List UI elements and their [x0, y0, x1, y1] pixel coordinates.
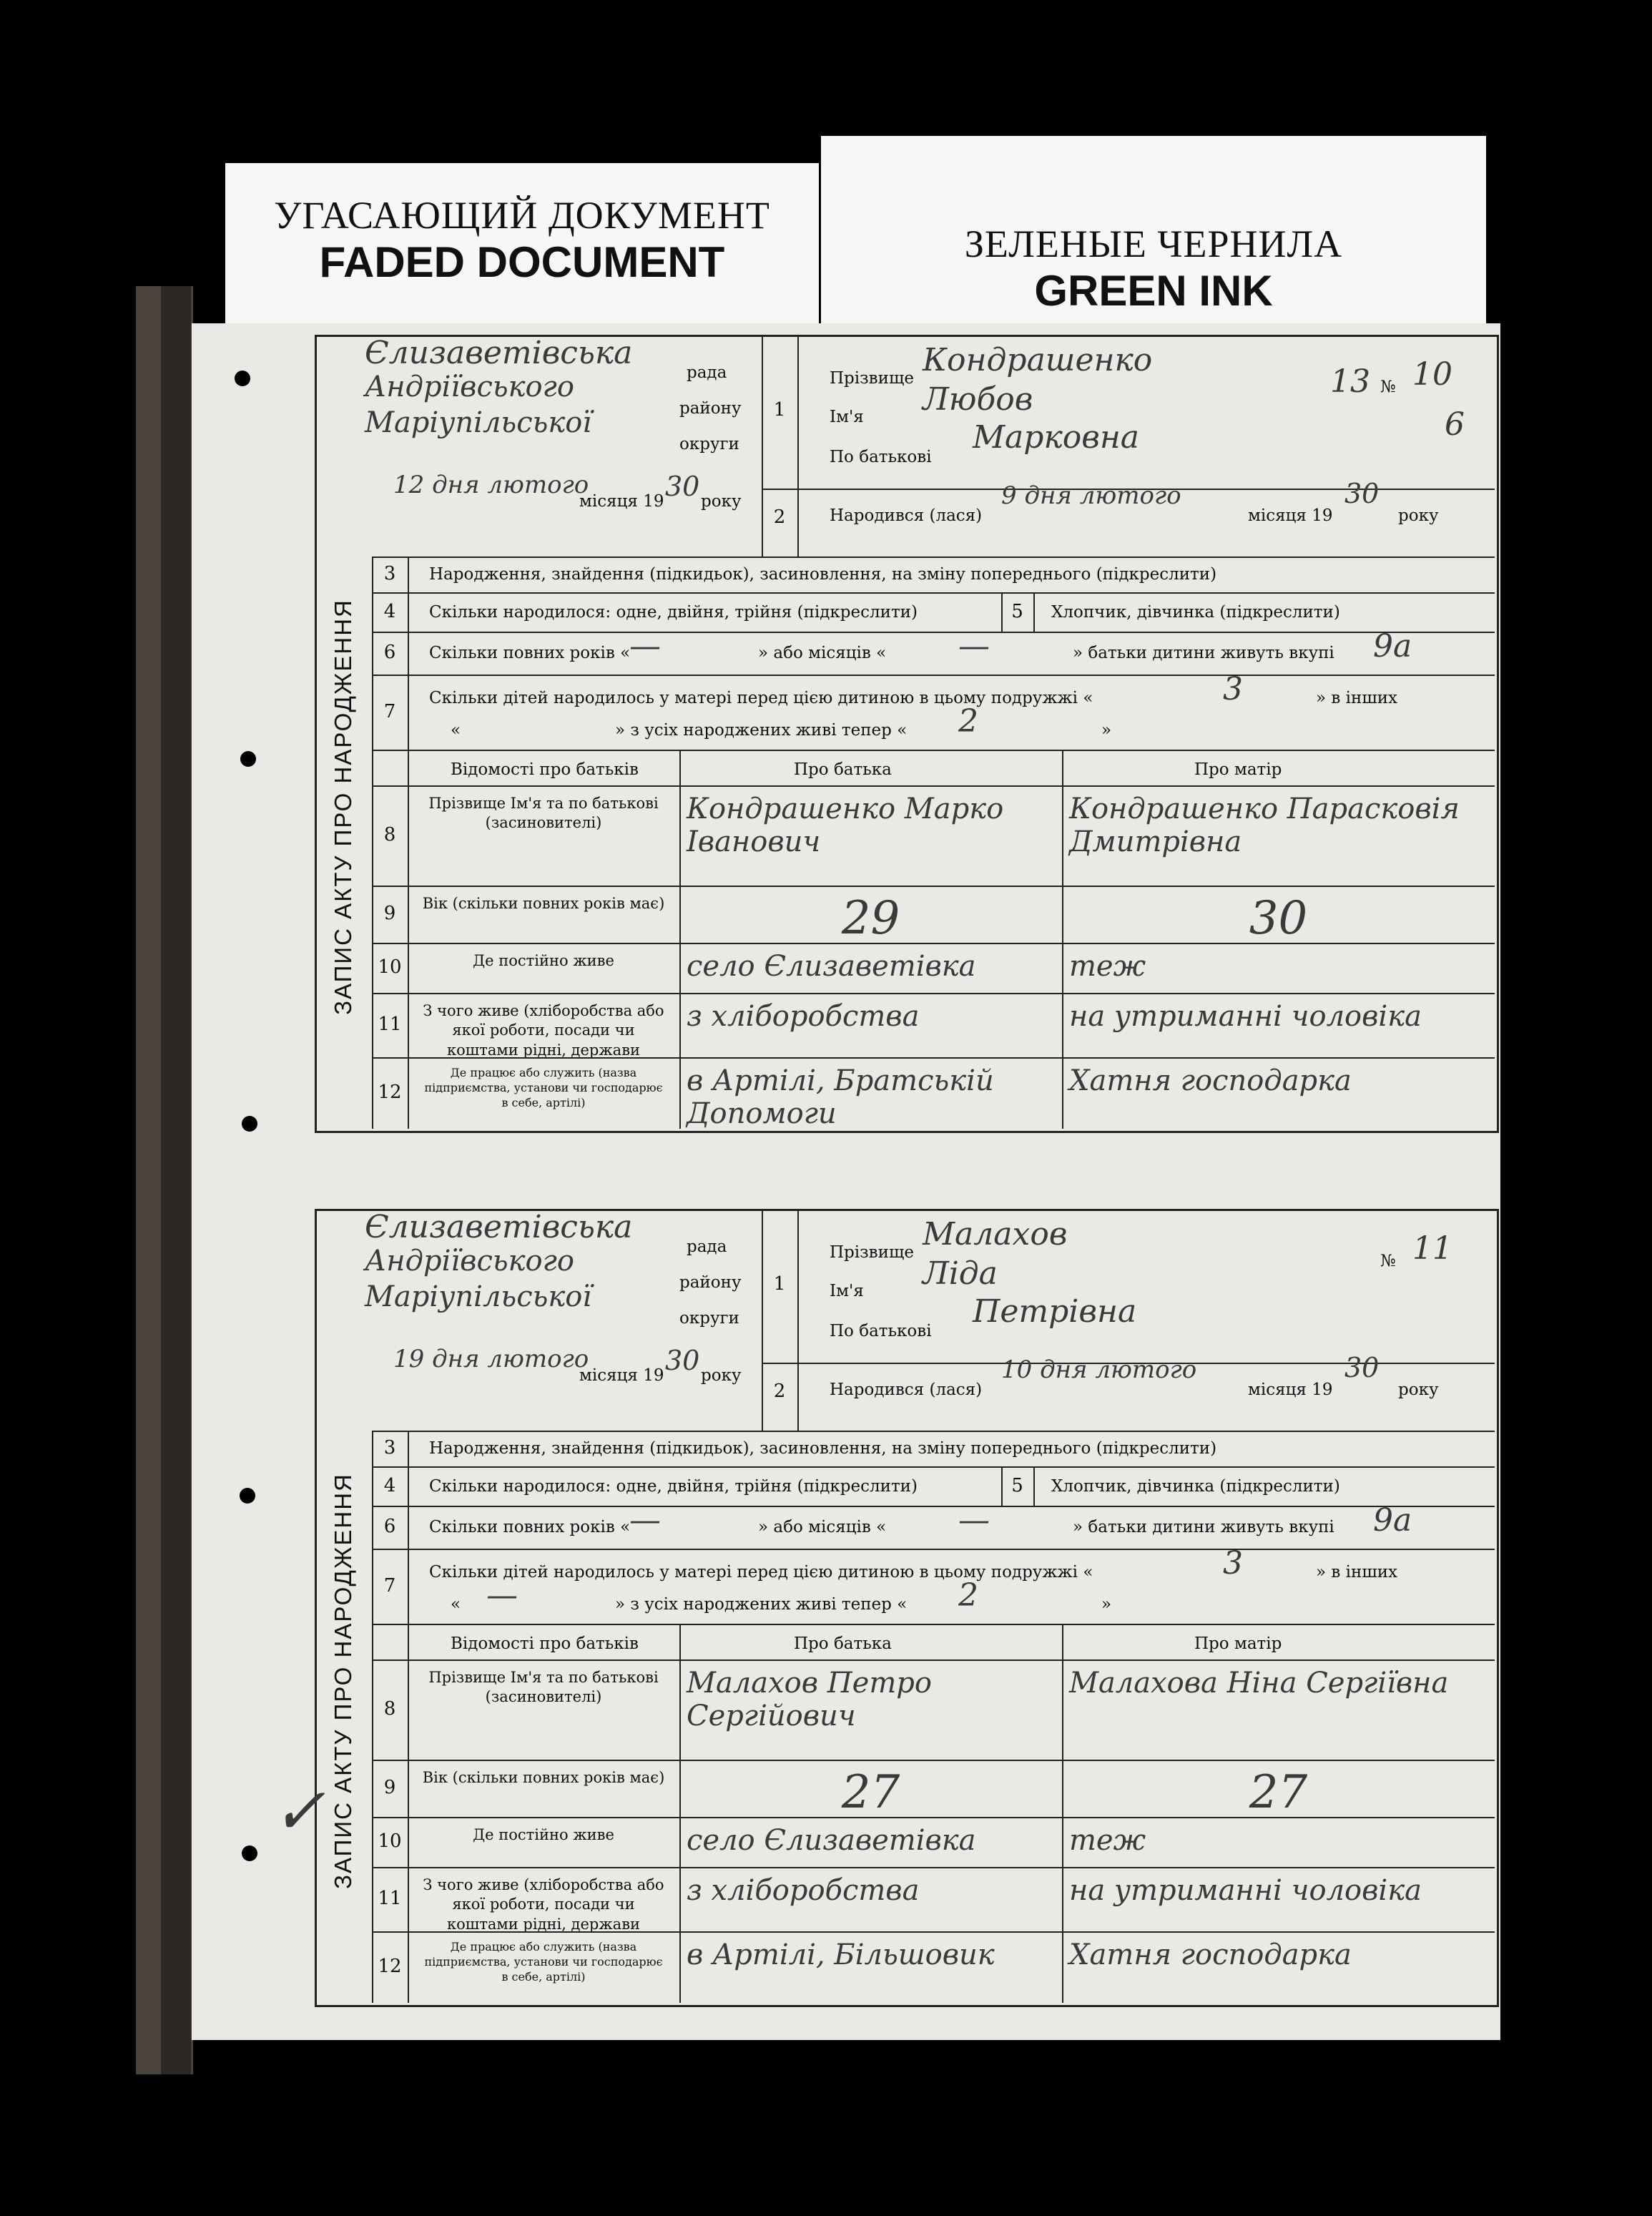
row-divider: [372, 675, 1495, 676]
name-label: Ім'я: [830, 408, 864, 426]
row-number: 1: [773, 1273, 786, 1295]
father-value: з хліборобства: [687, 1000, 920, 1033]
row-divider: [372, 1867, 1495, 1868]
born-year-value: 30: [1344, 1352, 1380, 1383]
green-label-ru: ЗЕЛЕНЫЕ ЧЕРНИЛА: [964, 222, 1343, 265]
father-value: село Єлизаветівка: [687, 1824, 976, 1857]
record-vertical-title: [315, 1381, 372, 1981]
mother-value: на утриманні чоловіка: [1069, 1874, 1422, 1907]
father-value: з хліборобства: [687, 1874, 920, 1907]
patronymic-value: Петрівна: [973, 1293, 1137, 1330]
row7-before-label: Скільки дітей народилось у матері перед цією дитиною в цьому подружжі «: [429, 689, 1093, 707]
parent-row-label: З чого живе (хліборобства або якої роботи, посади чи коштами рідні, держави: [423, 1876, 664, 1933]
row-number: 12: [378, 1082, 402, 1103]
faded-document-label: [225, 163, 819, 342]
raion-value: Андріївського: [365, 371, 574, 403]
faded-label-en: FADED DOCUMENT: [319, 238, 725, 286]
name-value: Любов: [923, 381, 1033, 418]
father-value: Кондрашенко Марко Іванович: [687, 793, 1004, 858]
faded-label-ru: УГАСАЮЩИЙ ДОКУМЕНТ: [274, 194, 770, 237]
parent-row-label: Прізвище Ім'я та по батькові (засиновителі): [428, 1669, 659, 1706]
punch-hole: [235, 371, 250, 386]
row-number: 7: [383, 1574, 396, 1597]
row-number: 5: [1011, 601, 1023, 622]
row-divider: [372, 1549, 1495, 1550]
parents-header: Відомості про батьків: [451, 760, 639, 779]
born-month-label: місяця 19: [1248, 1381, 1333, 1399]
born-year-label: року: [1398, 1381, 1439, 1399]
mother-value: Хатня господарка: [1069, 1064, 1352, 1097]
column-divider: [1033, 592, 1035, 632]
row-number: 4: [383, 600, 396, 622]
column-divider: [679, 1624, 681, 2003]
row-divider: [372, 592, 1495, 594]
column-divider: [1062, 1624, 1063, 2003]
born-year-value: 30: [1344, 478, 1380, 509]
together-note: 9а: [1373, 628, 1412, 665]
raion-label: району: [679, 1273, 742, 1292]
patronymic-label: По батькові: [830, 1322, 932, 1340]
mother-value: 30: [1249, 892, 1308, 945]
years-together-value: —: [629, 1502, 661, 1539]
row-number: 6: [383, 1516, 396, 1537]
name-value: Ліда: [923, 1255, 998, 1292]
row-divider: [372, 943, 1495, 944]
children-alive-value: 2: [958, 1577, 978, 1614]
parents-header: Відомості про батьків: [451, 1634, 639, 1653]
column-divider: [1033, 1466, 1035, 1506]
column-divider: [408, 1431, 409, 2003]
name-label: Ім'я: [830, 1282, 864, 1300]
row7-alive-label: » з усіх народжених живі тепер «: [615, 721, 908, 740]
record-vertical-title: [315, 506, 372, 1107]
surname-label: Прізвище: [830, 369, 914, 388]
mother-value: на утриманні чоловіка: [1069, 1000, 1422, 1033]
parent-row-label: З чого живе (хліборобства або якої роботи, посади чи коштами рідні, держави: [423, 1002, 664, 1059]
okruha-value: Маріупільської: [365, 1280, 592, 1313]
row-number: 3: [383, 563, 396, 584]
punch-hole: [240, 751, 256, 767]
father-header: Про батька: [794, 1634, 892, 1653]
row4-text: Скільки народилося: одне, двійня, трійня (підкреслити): [429, 603, 918, 622]
raion-value: Андріївського: [365, 1245, 574, 1278]
okruha-label: округи: [679, 435, 739, 454]
row-number: 10: [378, 956, 402, 978]
patronymic-label: По батькові: [830, 448, 932, 466]
row5-text: Хлопчик, дівчинка (підкреслити): [1051, 1477, 1340, 1496]
rada-value: Єлизаветівська: [365, 335, 633, 371]
row-divider: [372, 993, 1495, 994]
green-label-en: GREEN INK: [1034, 267, 1273, 315]
row-number: 1: [773, 399, 786, 421]
rada-label: рада: [687, 1237, 727, 1256]
mother-value: Малахова Ніна Сергіївна: [1069, 1667, 1449, 1700]
record-date-value: 19 дня лютого: [393, 1345, 589, 1373]
row-number: 10: [378, 1830, 402, 1852]
row3-text: Народження, знайдення (підкидьок), засиновлення, на зміну попереднього (підкреслити): [429, 1439, 1217, 1458]
column-divider: [408, 557, 409, 1129]
surname-value: Кондрашенко: [923, 342, 1153, 378]
row-number: 4: [383, 1474, 396, 1496]
row-number: 2: [773, 506, 786, 528]
row-divider: [372, 1466, 1495, 1468]
children-before-value: 3: [1223, 671, 1243, 707]
born-month-label: місяця 19: [1248, 506, 1333, 525]
rada-label: рада: [687, 363, 727, 382]
born-label: Народився (лася): [830, 1381, 983, 1399]
born-value: 10 дня лютого: [1001, 1355, 1197, 1384]
row-divider: [372, 1506, 1495, 1507]
punch-hole: [240, 1488, 255, 1504]
row7-alive-label: » з усіх народжених живі тепер «: [615, 1595, 908, 1614]
column-divider: [797, 335, 799, 557]
column-divider: [797, 1209, 799, 1431]
row7-close-quote: »: [1101, 1595, 1112, 1614]
punch-hole: [242, 1116, 257, 1132]
raion-label: району: [679, 399, 742, 418]
row-number: 6: [383, 642, 396, 663]
father-value: 27: [841, 1766, 900, 1819]
born-value: 9 дня лютого: [1001, 481, 1181, 510]
row7-close-quote: »: [1101, 721, 1112, 740]
row-number: 3: [383, 1437, 396, 1458]
mother-value: теж: [1069, 950, 1146, 983]
okruha-value: Маріупільської: [365, 406, 592, 439]
record-title-text: ЗАПИС АКТУ ПРО НАРОДЖЕННЯ: [330, 1473, 356, 1889]
book-spine: [161, 286, 191, 2074]
year-label: року: [701, 1366, 742, 1385]
father-header: Про батька: [794, 760, 892, 779]
row6-years-label: Скільки повних років «: [429, 1518, 631, 1536]
row-number: 11: [378, 1888, 402, 1909]
row-number: 12: [378, 1956, 402, 1977]
row3-text: Народження, знайдення (підкидьок), засиновлення, на зміну попереднього (підкреслити): [429, 565, 1217, 584]
row-number: 8: [383, 1698, 396, 1720]
month-label: місяця 19: [579, 492, 664, 511]
father-value: Малахов Петро Сергійович: [687, 1667, 932, 1732]
row-divider: [372, 1624, 1495, 1625]
father-value: 29: [841, 892, 900, 945]
record-year-value: 30: [665, 1345, 700, 1376]
children-other-value: —: [486, 1577, 518, 1614]
record-title-text: ЗАПИС АКТУ ПРО НАРОДЖЕННЯ: [330, 599, 356, 1015]
mother-value: 27: [1249, 1766, 1308, 1819]
surname-value: Малахов: [923, 1216, 1068, 1252]
row5-text: Хлопчик, дівчинка (підкреслити): [1051, 603, 1340, 622]
record-date-value: 12 дня лютого: [393, 471, 589, 499]
parent-row-label: Де працює або служить (назва підприємства, установи чи господарює в себе, артілі): [424, 1940, 663, 1984]
row-number: 9: [383, 903, 396, 924]
parent-row-label: Вік (скільки повних років має): [422, 895, 665, 912]
mother-value: Хатня господарка: [1069, 1938, 1352, 1971]
patronymic-value: Марковна: [973, 419, 1140, 456]
record-year-value: 30: [665, 471, 700, 502]
record-number-value: 10: [1412, 356, 1452, 393]
parent-row-label: Прізвище Ім'я та по батькові (засиновителі): [428, 795, 659, 832]
column-divider: [679, 750, 681, 1129]
margin-check-mark: ✓: [272, 1774, 326, 1849]
row6-years-label: Скільки повних років «: [429, 644, 631, 662]
row-divider: [372, 1817, 1495, 1818]
row-number: 9: [383, 1777, 396, 1798]
father-value: в Артілі, Більшовик: [687, 1938, 995, 1971]
rada-value: Єлизаветівська: [365, 1209, 633, 1245]
born-year-label: року: [1398, 506, 1439, 525]
father-value: в Артілі, Братській Допомоги: [687, 1064, 994, 1130]
row-divider: [372, 1760, 1495, 1761]
row6-months-label: » або місяців «: [758, 644, 887, 662]
row4-text: Скільки народилося: одне, двійня, трійня (підкреслити): [429, 1477, 918, 1496]
months-together-value: —: [958, 628, 990, 665]
row-number: 11: [378, 1014, 402, 1035]
row6-together-label: » батьки дитини живуть вкупі: [1073, 644, 1334, 662]
mother-header: Про матір: [1194, 760, 1282, 779]
row7-before-label: Скільки дітей народилось у матері перед цією дитиною в цьому подружжі «: [429, 1563, 1093, 1582]
row-divider: [372, 750, 1495, 751]
children-alive-value: 2: [958, 703, 978, 740]
record-number-sub: 6: [1445, 406, 1465, 443]
row-divider: [372, 632, 1495, 633]
children-before-value: 3: [1223, 1545, 1243, 1582]
row-divider: [372, 886, 1495, 887]
parent-row-label: Вік (скільки повних років має): [422, 1769, 665, 1786]
row-number: 8: [383, 824, 396, 845]
year-label: року: [701, 492, 742, 511]
parent-row-label: Де постійно живе: [473, 1826, 614, 1843]
row-divider: [372, 557, 1495, 558]
column-divider: [1062, 750, 1063, 1129]
row-number: 5: [1011, 1475, 1023, 1496]
mother-value: Кондрашенко Парасковія Дмитрівна: [1069, 793, 1460, 858]
row6-together-label: » батьки дитини живуть вкупі: [1073, 1518, 1334, 1536]
mother-value: теж: [1069, 1824, 1146, 1857]
record-number-extra: 13: [1330, 363, 1370, 400]
months-together-value: —: [958, 1502, 990, 1539]
okruha-label: округи: [679, 1309, 739, 1328]
row7-open-quote: «: [451, 1595, 461, 1614]
years-together-value: —: [629, 628, 661, 665]
row7-other-label: » в інших: [1316, 689, 1398, 707]
surname-label: Прізвище: [830, 1243, 914, 1262]
month-label: місяця 19: [579, 1366, 664, 1385]
row-divider: [372, 1659, 1495, 1661]
born-label: Народився (лася): [830, 506, 983, 525]
row-number: 7: [383, 700, 396, 722]
row-number: 2: [773, 1381, 786, 1402]
parent-row-label: Де постійно живе: [473, 952, 614, 969]
record-number-value: 11: [1412, 1230, 1452, 1267]
row6-months-label: » або місяців «: [758, 1518, 887, 1536]
number-label: №: [1380, 1252, 1396, 1270]
father-value: село Єлизаветівка: [687, 950, 976, 983]
number-label: №: [1380, 378, 1396, 396]
together-note: 9а: [1373, 1502, 1412, 1539]
row-divider: [372, 785, 1495, 787]
parent-row-label: Де працює або служить (назва підприємства, установи чи господарює в себе, артілі): [424, 1066, 663, 1109]
punch-hole: [242, 1845, 257, 1861]
row-divider: [372, 1931, 1495, 1933]
row7-other-label: » в інших: [1316, 1563, 1398, 1582]
row-divider: [372, 1057, 1495, 1059]
green-ink-label: [821, 136, 1486, 343]
mother-header: Про матір: [1194, 1634, 1282, 1653]
row7-open-quote: «: [451, 721, 461, 740]
row-divider: [372, 1431, 1495, 1432]
